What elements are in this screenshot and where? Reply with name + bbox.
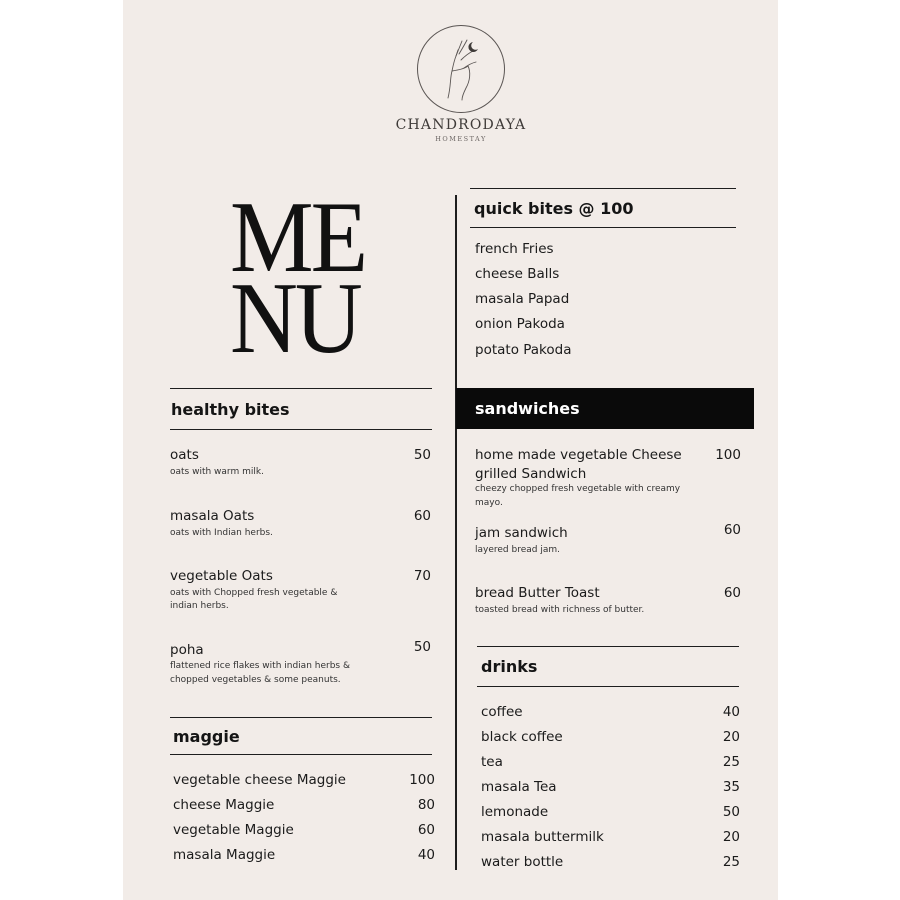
item-name: coffee bbox=[481, 704, 523, 720]
item-name: lemonade bbox=[481, 804, 549, 820]
item-price: 25 bbox=[722, 754, 740, 770]
list-item: onion Pakoda bbox=[475, 316, 565, 332]
item-name: masala Oats bbox=[170, 508, 255, 524]
menu-title-line2: NU bbox=[230, 262, 360, 375]
item-price: 70 bbox=[413, 568, 431, 584]
item-description: oats with Chopped fresh vegetable & bbox=[170, 588, 338, 598]
section-title-sandwiches: sandwiches bbox=[475, 399, 580, 418]
item-price: 20 bbox=[722, 829, 740, 845]
item-description: indian herbs. bbox=[170, 601, 229, 611]
list-item: masala Papad bbox=[475, 291, 570, 307]
item-name: black coffee bbox=[481, 729, 563, 745]
item-price: 35 bbox=[722, 779, 740, 795]
item-price: 60 bbox=[413, 508, 431, 524]
item-description: oats with Indian herbs. bbox=[170, 528, 273, 538]
divider bbox=[170, 717, 432, 718]
item-name: bread Butter Toast bbox=[475, 585, 600, 601]
item-description: chopped vegetables & some peanuts. bbox=[170, 675, 341, 685]
item-name: water bottle bbox=[481, 854, 564, 870]
menu-title-line1: ME bbox=[230, 181, 365, 294]
item-name: grilled Sandwich bbox=[475, 466, 587, 482]
item-price: 60 bbox=[723, 585, 741, 601]
item-description: toasted bread with richness of butter. bbox=[475, 605, 645, 615]
column-divider bbox=[455, 195, 457, 870]
item-price: 50 bbox=[413, 447, 431, 463]
item-name: masala Tea bbox=[481, 779, 557, 795]
brand-subtitle: HOMESTAY bbox=[435, 135, 487, 143]
item-price: 60 bbox=[417, 822, 435, 838]
section-title-quick-bites: quick bites @ 100 bbox=[474, 199, 634, 218]
item-price: 80 bbox=[417, 797, 435, 813]
item-name: vegetable Maggie bbox=[173, 822, 294, 838]
item-description: flattened rice flakes with indian herbs & bbox=[170, 661, 350, 671]
divider bbox=[170, 754, 432, 755]
item-price: 40 bbox=[417, 847, 435, 863]
item-name: vegetable Oats bbox=[170, 568, 273, 584]
item-name: cheese Maggie bbox=[173, 797, 275, 813]
item-price: 25 bbox=[722, 854, 740, 870]
item-name: poha bbox=[170, 642, 204, 658]
item-price: 40 bbox=[722, 704, 740, 720]
hand-moon-logo-icon bbox=[417, 25, 505, 113]
item-price: 100 bbox=[715, 447, 741, 463]
divider bbox=[477, 686, 739, 687]
list-item: cheese Balls bbox=[475, 266, 560, 282]
item-name: masala Maggie bbox=[173, 847, 276, 863]
item-description: oats with warm milk. bbox=[170, 467, 264, 477]
divider bbox=[470, 188, 736, 189]
item-price: 60 bbox=[723, 522, 741, 538]
item-description: layered bread jam. bbox=[475, 545, 560, 555]
divider bbox=[170, 388, 432, 389]
brand-name: CHANDRODAYA bbox=[395, 117, 527, 133]
item-description: mayo. bbox=[475, 498, 503, 508]
section-title-drinks: drinks bbox=[481, 657, 538, 676]
item-price: 20 bbox=[722, 729, 740, 745]
item-name: masala buttermilk bbox=[481, 829, 604, 845]
section-title-maggie: maggie bbox=[173, 727, 240, 746]
item-price: 50 bbox=[413, 639, 431, 655]
section-title-healthy-bites: healthy bites bbox=[171, 400, 290, 419]
divider bbox=[470, 227, 736, 228]
section-header-bar bbox=[456, 388, 754, 429]
item-name: jam sandwich bbox=[475, 525, 568, 541]
item-price: 100 bbox=[409, 772, 435, 788]
item-name: vegetable cheese Maggie bbox=[173, 772, 346, 788]
divider bbox=[477, 646, 739, 647]
list-item: potato Pakoda bbox=[475, 342, 572, 358]
item-name: tea bbox=[481, 754, 503, 770]
list-item: french Fries bbox=[475, 241, 554, 257]
item-name: home made vegetable Cheese bbox=[475, 447, 682, 463]
item-name: oats bbox=[170, 447, 199, 463]
item-description: cheezy chopped fresh vegetable with creamy bbox=[475, 484, 681, 494]
divider bbox=[170, 429, 432, 430]
item-price: 50 bbox=[722, 804, 740, 820]
